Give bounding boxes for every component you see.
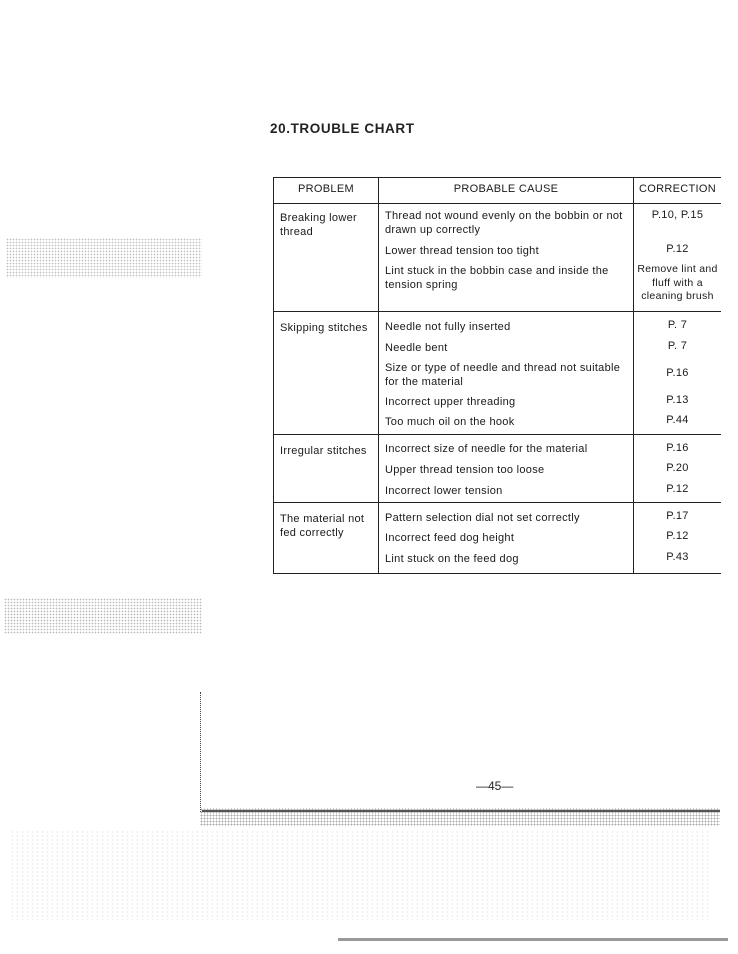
problem-cell: Breaking lower thread (280, 212, 357, 238)
cause-cell: Thread not wound evenly on the bobbin or not drawn up correctly (385, 210, 623, 236)
correction-cell: P.10, P.15 (651, 209, 704, 221)
correction-cell: P.12 (666, 483, 689, 495)
cause-cell: Incorrect feed dog height (385, 532, 515, 544)
correction-cell: Remove lint and fluff with a cleaning brush (637, 263, 718, 302)
page-edge-rule (338, 938, 728, 941)
problem-cell: The material not fed correctly (280, 513, 365, 539)
page-title: 20.TROUBLE CHART (270, 121, 415, 136)
column-divider (378, 178, 379, 573)
row-divider (274, 434, 721, 435)
correction-cell: P.12 (666, 243, 689, 255)
cause-cell: Lower thread tension too tight (385, 245, 539, 257)
row-divider (274, 502, 721, 503)
cause-cell: Lint stuck on the feed dog (385, 553, 519, 565)
correction-cell: P.16 (666, 367, 689, 379)
scan-noise (10, 830, 710, 920)
correction-cell: P.12 (666, 530, 689, 542)
page-edge-rule (202, 810, 720, 812)
correction-cell: P.44 (666, 414, 689, 426)
correction-cell: P.16 (666, 442, 689, 454)
cause-cell: Upper thread tension too loose (385, 464, 545, 476)
cause-cell: Needle bent (385, 342, 448, 354)
column-header-problem: PROBLEM (298, 183, 354, 195)
problem-cell: Skipping stitches (280, 322, 368, 334)
cause-cell: Lint stuck in the bobbin case and inside the tension spring (385, 265, 609, 291)
correction-cell: P. 7 (667, 319, 688, 331)
correction-cell: P.17 (666, 510, 689, 522)
cause-cell: Incorrect size of needle for the material (385, 443, 588, 455)
row-divider (274, 311, 721, 312)
cause-cell: Size or type of needle and thread not suitable for the material (385, 362, 621, 388)
correction-cell: P.20 (666, 462, 689, 474)
correction-cell: P.43 (666, 551, 689, 563)
trouble-chart-table (273, 177, 721, 574)
cause-cell: Pattern selection dial not set correctly (385, 512, 580, 524)
cause-cell: Incorrect lower tension (385, 485, 503, 497)
column-header-correction: CORRECTION (639, 183, 716, 195)
row-divider (274, 203, 721, 204)
column-header-cause: PROBABLE CAUSE (453, 183, 559, 195)
scan-edge-line (200, 692, 202, 812)
correction-cell: P. 7 (667, 340, 688, 352)
scan-noise (4, 598, 202, 634)
cause-cell: Incorrect upper threading (385, 396, 516, 408)
correction-cell: P.13 (666, 394, 689, 406)
problem-cell: Irregular stitches (280, 445, 367, 457)
cause-cell: Too much oil on the hook (385, 416, 515, 428)
scan-noise (6, 238, 202, 278)
cause-cell: Needle not fully inserted (385, 321, 511, 333)
page-number: —45— (476, 779, 514, 793)
